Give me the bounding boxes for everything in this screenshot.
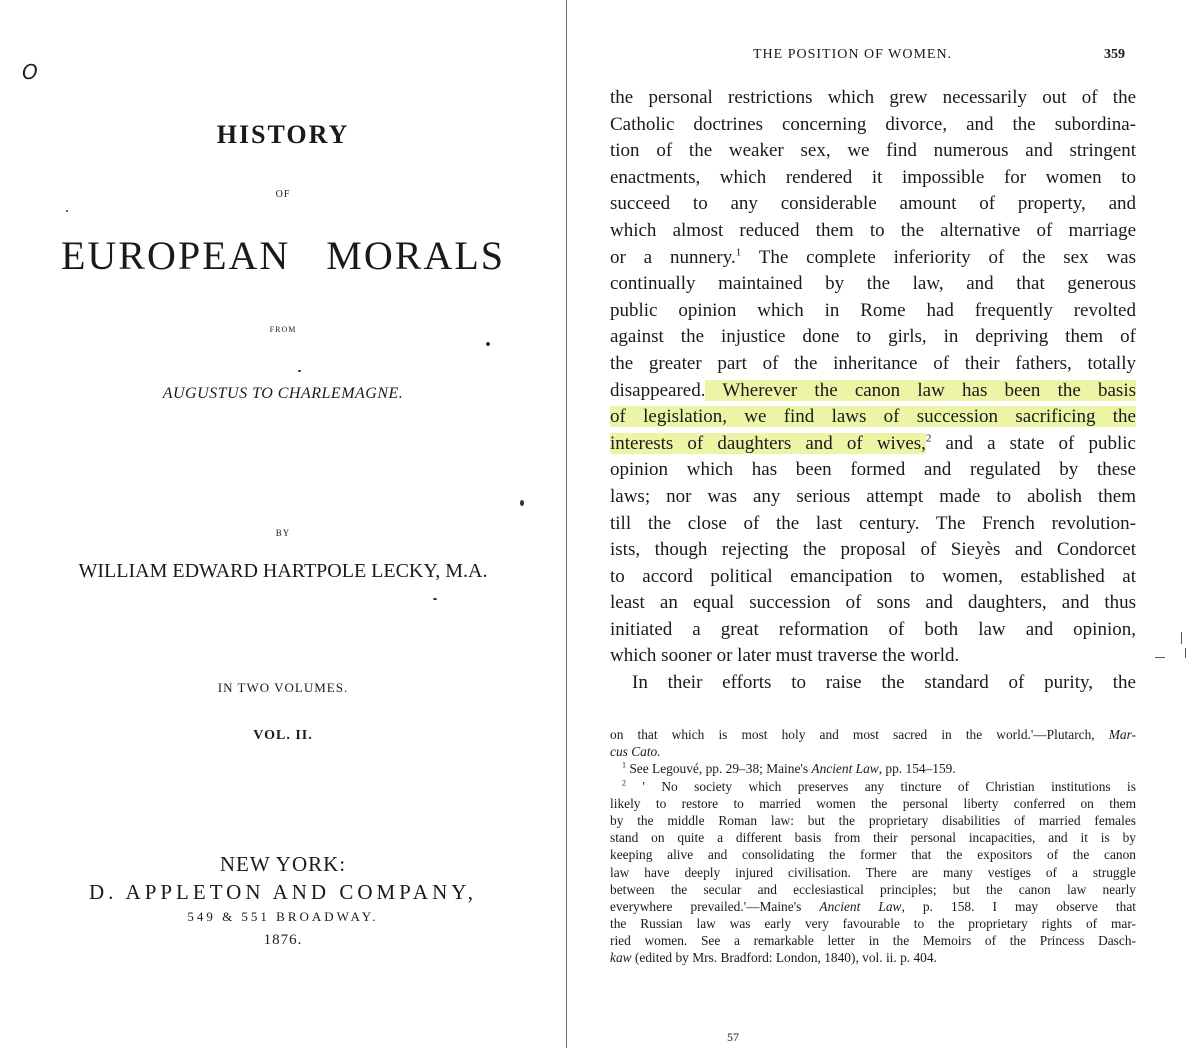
footnote-line: [610, 881, 1136, 898]
text-span: initiated a great reformation of both law and opinion,: [610, 618, 1136, 640]
text-span: least an equal succession of sons and daughters, and thus: [610, 592, 1136, 614]
text-line: [610, 484, 1136, 511]
page-number: 359: [1104, 47, 1125, 62]
volume-count: IN TWO VOLUMES.: [217, 680, 349, 695]
main-title: EUROPEAN MORALS: [60, 233, 506, 278]
footnote-line: [610, 915, 1136, 932]
title-from: FROM: [269, 325, 297, 334]
scan-speck: [66, 210, 68, 212]
text-line: [610, 431, 1136, 458]
margin-mark: [1155, 657, 1165, 658]
text-line: [610, 564, 1136, 591]
publisher-city: NEW YORK:: [219, 852, 347, 876]
volume-number: VOL. II.: [253, 728, 313, 743]
text-line: [610, 112, 1136, 139]
publisher-name: D. APPLETON AND COMPANY,: [89, 880, 477, 904]
highlighted-text: of legislation, we find laws of succession sacrificing the: [610, 406, 1136, 428]
footnote-line: [610, 812, 1136, 829]
text-span: between the secular and ecclesiastical principles; but the canon law nearly: [610, 881, 1136, 897]
text-line: [610, 617, 1136, 644]
text-span: (edited by Mrs. Bradford: London, 1840), vol. ii. p. 404.: [631, 950, 937, 966]
scan-speck: [520, 500, 524, 506]
footnote-line: [610, 760, 1136, 777]
text-line: [610, 670, 1136, 697]
text-span: stand on quite a different basis from their personal incapacities, and it is by: [610, 830, 1136, 846]
footnote-ref: 2: [925, 432, 932, 445]
publisher-address: 549 & 551 BROADWAY.: [187, 909, 379, 924]
footnote-line: [610, 898, 1136, 915]
text-span: on that which is most holy and most sacred in the world.'—Plutarch,: [610, 727, 1109, 742]
text-line: [610, 590, 1136, 617]
text-line: [610, 138, 1136, 165]
text-line: [610, 643, 1136, 670]
text-span: ists, though rejecting the proposal of Sieyès and Condorcet: [610, 539, 1136, 561]
text-line: [610, 85, 1136, 112]
text-line: [610, 191, 1136, 218]
text-line: [610, 404, 1136, 431]
italic-text: cus Cato.: [610, 744, 661, 760]
text-span: ' No society which preserves any tincture of Christian institutions is: [626, 778, 1136, 794]
title-of: OF: [275, 189, 291, 200]
text-span: , pp. 154–159.: [878, 761, 956, 777]
footnote-number: 1: [622, 760, 626, 770]
subtitle: AUGUSTUS TO CHARLEMAGNE.: [162, 385, 404, 402]
text-span: which sooner or later must traverse the world.: [610, 645, 960, 667]
text-span: and a state of public: [931, 432, 1136, 454]
body-text: [610, 85, 1136, 697]
text-span: keeping alive and consolidating the former that the expositors of the canon: [610, 847, 1136, 863]
text-line: [610, 511, 1136, 538]
footnotes: [610, 726, 1136, 967]
text-span: the greater part of the inheritance of their fathers, totally: [610, 352, 1136, 374]
scan-speck: [486, 342, 490, 346]
text-line: [610, 271, 1136, 298]
text-span: likely to restore to married women the personal liberty conferred on them: [610, 795, 1136, 811]
text-span: which almost reduced them to the alternative of marriage: [610, 219, 1136, 241]
highlighted-text: Wherever the canon law has been the basis: [705, 379, 1136, 401]
footnote-line: [610, 949, 1136, 966]
text-span: everywhere prevailed.'—Maine's: [610, 898, 820, 914]
italic-text: Mar-: [1108, 727, 1136, 742]
text-span: disappeared.: [610, 379, 706, 401]
margin-mark: [1185, 648, 1186, 658]
text-line: [610, 298, 1136, 325]
text-span: or a nunnery.: [610, 246, 736, 268]
text-span: tion of the weaker sex, we find numerous and stringent: [610, 140, 1136, 162]
italic-text: kaw: [610, 950, 632, 966]
text-line: [610, 351, 1136, 378]
text-line: [610, 378, 1136, 405]
text-line: [610, 537, 1136, 564]
signature-mark: 57: [727, 1030, 739, 1044]
text-span: the Russian law was early very favourable to the proprietary rights of mar-: [610, 916, 1136, 932]
text-span: the personal restrictions which grew necessarily out of the: [610, 87, 1136, 108]
text-span: The complete inferiority of the sex was: [741, 246, 1136, 268]
text-span: , p. 158. I may observe that: [901, 898, 1136, 914]
footnote-line: [610, 829, 1136, 846]
text-span: by the middle Roman law: but the proprietary disabilities of married females: [610, 812, 1136, 828]
text-span: enactments, which rendered it impossible for women to: [610, 166, 1136, 188]
text-span: against the injustice done to girls, in depriving them of: [610, 326, 1136, 348]
footnote-line: [610, 846, 1136, 863]
text-span: laws; nor was any serious attempt made to abolish them: [610, 485, 1136, 507]
corner-pencil-mark: O: [22, 60, 38, 84]
text-page: [567, 0, 1200, 1048]
italic-text: Ancient Law: [811, 761, 879, 777]
running-head: THE POSITION OF WOMEN.: [753, 47, 953, 62]
text-line: [610, 324, 1136, 351]
italic-text: Ancient Law: [819, 898, 902, 914]
text-span: Catholic doctrines concerning divorce, and the subordina-: [610, 113, 1136, 135]
text-line: [610, 457, 1136, 484]
title-by: BY: [275, 528, 291, 538]
scan-speck: [298, 370, 301, 372]
text-span: succeed to any considerable amount of property, and: [610, 193, 1136, 215]
publication-year: 1876.: [263, 932, 303, 948]
footnote-line: [610, 795, 1136, 812]
footnote-line: [610, 932, 1136, 949]
text-span: opinion which has been formed and regulated by these: [610, 459, 1136, 481]
footnote-line: [610, 726, 1136, 743]
title-page: [0, 0, 566, 1048]
text-span: continually maintained by the law, and that generous: [610, 273, 1136, 295]
scan-speck: [433, 598, 437, 600]
margin-mark: [1181, 632, 1182, 644]
text-span: ried women. See a remarkable letter in the Memoirs of the Princess Dasch-: [610, 933, 1136, 949]
text-span: public opinion which in Rome had frequently revolted: [610, 299, 1136, 321]
text-span: till the close of the last century. The French revolution-: [610, 512, 1136, 534]
footnote-line: [610, 743, 1136, 760]
footnote-line: [610, 864, 1136, 881]
text-span: law have deeply injured civilisation. There are many vestiges of a struggle: [610, 864, 1136, 880]
text-span: See Legouvé, pp. 29–38; Maine's: [626, 761, 812, 777]
text-line: [610, 165, 1136, 192]
text-line: [610, 218, 1136, 245]
text-line: [610, 245, 1136, 272]
text-span: to accord political emancipation to women, established at: [610, 565, 1136, 587]
author-name: WILLIAM EDWARD HARTPOLE LECKY, M.A.: [78, 560, 488, 582]
text-span: In their efforts to raise the standard of purity, the: [632, 672, 1136, 694]
footnote-number: 2: [622, 778, 626, 788]
footnote-line: [610, 778, 1136, 795]
highlighted-text: interests of daughters and of wives,: [610, 432, 926, 454]
title-history: HISTORY: [216, 120, 350, 149]
footnote-ref: 1: [735, 246, 742, 259]
